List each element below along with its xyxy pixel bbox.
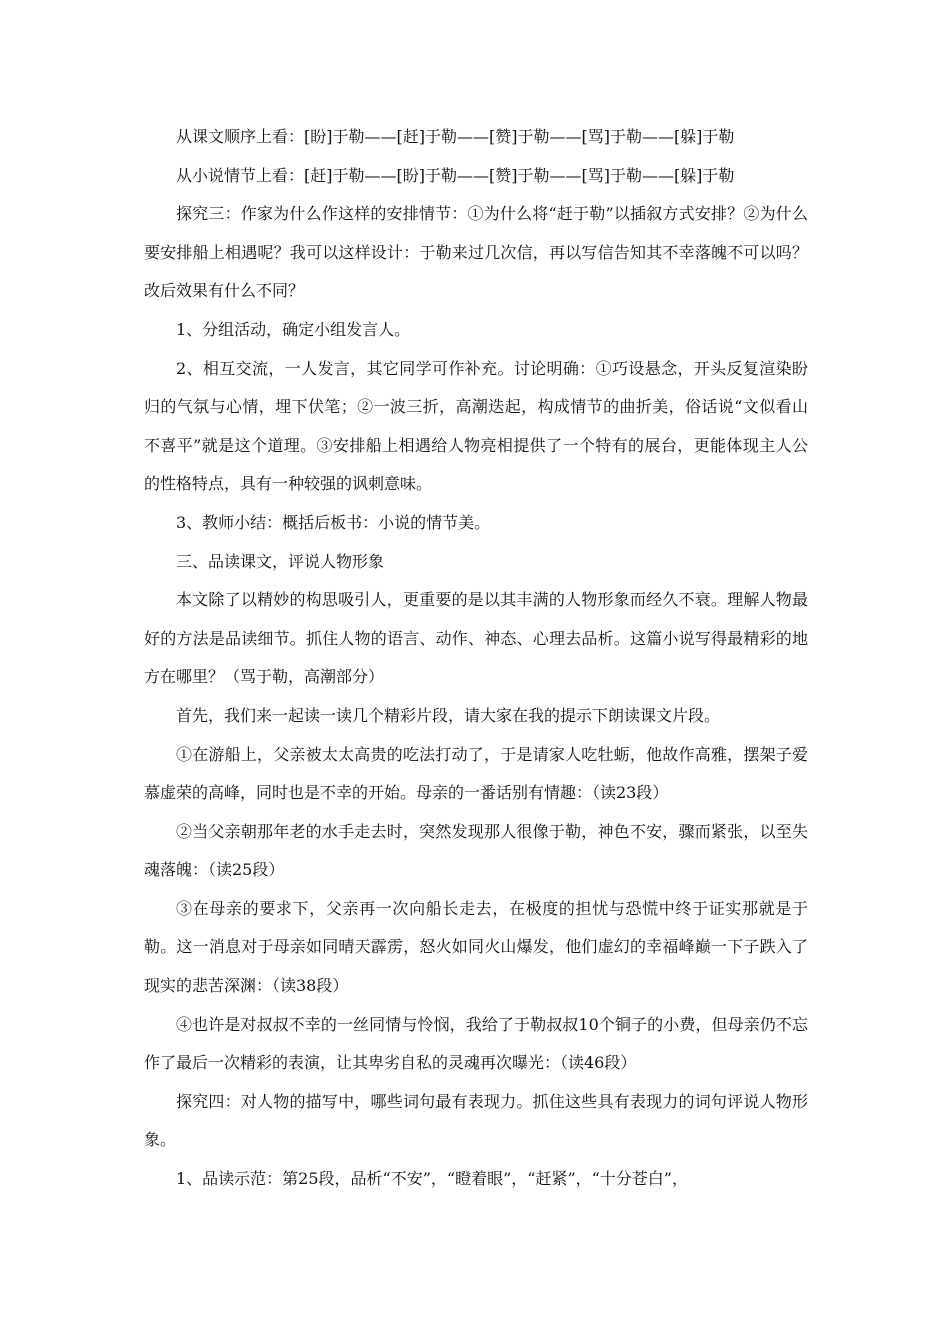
document-page bbox=[144, 118, 808, 1199]
paragraph-reading-demo: 1、品读示范：第25段，品析“不安”，“瞪着眼”，“赶紧”，“十分苍白”， bbox=[176, 1169, 688, 1189]
section-heading-three: 三、品读课文，评说人物形象 bbox=[176, 551, 385, 571]
paragraph-inquiry-four: 探究四：对人物的描写中，哪些词句最有表现力。抓住这些具有表现力的词句评说人物形象。 bbox=[144, 1091, 808, 1150]
paragraph-intro-characters: 本文除了以精妙的构思吸引人，更重要的是以其丰满的人物形象而经久不衰。理解人物最好的方法是品读细节。抓住人物的语言、动作、神态、心理去品析。这篇小说写得最精彩的地方在哪里？（骂于勒，高潮部分） bbox=[144, 590, 808, 687]
paragraph-inquiry-three: 探究三：作家为什么作这样的安排情节：①为什么将“赶于勒”以插叙方式安排？②为什么要安排船上相遇呢？我可以这样设计：于勒来过几次信，再以写信告知其不幸落魄不可以吗？改后效果有什么不同？ bbox=[144, 204, 808, 301]
paragraph-excerpt-1: ①在游船上，父亲被太太高贵的吃法打动了，于是请家人吃牡蛎，他故作高雅，摆架子爱慕虚荣的高峰，同时也是不幸的开始。母亲的一番话别有情趣：（读23段） bbox=[144, 744, 808, 803]
paragraph-step-2: 2、相互交流，一人发言，其它同学可作补充。讨论明确：①巧设悬念，开头反复渲染盼归的气氛与心情，埋下伏笔；②一波三折，高潮迭起，构成情节的曲折美，俗话说“文似看山不喜平”就是这个道理。③安排船上相遇给人物亮相提供了一个特有的展台，更能体现主人公的性格特点，具有一种较强的讽刺意味。 bbox=[144, 358, 808, 494]
paragraph-text-order: 从课文顺序上看：[盼]于勒——[赶]于勒——[赞]于勒——[骂]于勒——[躲]于勒 bbox=[176, 127, 735, 146]
paragraph-excerpt-2: ②当父亲朝那年老的水手走去时，突然发现那人很像于勒，神色不安，骤而紧张，以至失魂落魄：（读25段） bbox=[144, 821, 808, 880]
paragraph-excerpt-3: ③在母亲的要求下，父亲再一次向船长走去，在极度的担忧与恐慌中终于证实那就是于勒。这一消息对于母亲如同晴天霹雳，怒火如同火山爆发，他们虚幻的幸福峰巅一下子跌入了现实的悲苦深渊：（读38段） bbox=[144, 898, 808, 996]
paragraph-step-1: 1、分组活动，确定小组发言人。 bbox=[176, 319, 411, 339]
paragraph-plot-order: 从小说情节上看：[赶]于勒——[盼]于勒——[赞]于勒——[骂]于勒——[躲]于勒 bbox=[176, 165, 735, 185]
paragraph-excerpt-4: ④也许是对叔叔不幸的一丝同情与怜悯，我给了于勒叔叔10个铜子的小费，但母亲仍不忘作了最后一次精彩的表演，让其卑劣自私的灵魂再次曝光：（读46段） bbox=[144, 1014, 808, 1073]
paragraph-reading-prompt: 首先，我们来一起读一读几个精彩片段，请大家在我的提示下朗读课文片段。 bbox=[176, 705, 721, 725]
paragraph-step-3: 3、教师小结：概括后板书：小说的情节美。 bbox=[176, 512, 491, 532]
